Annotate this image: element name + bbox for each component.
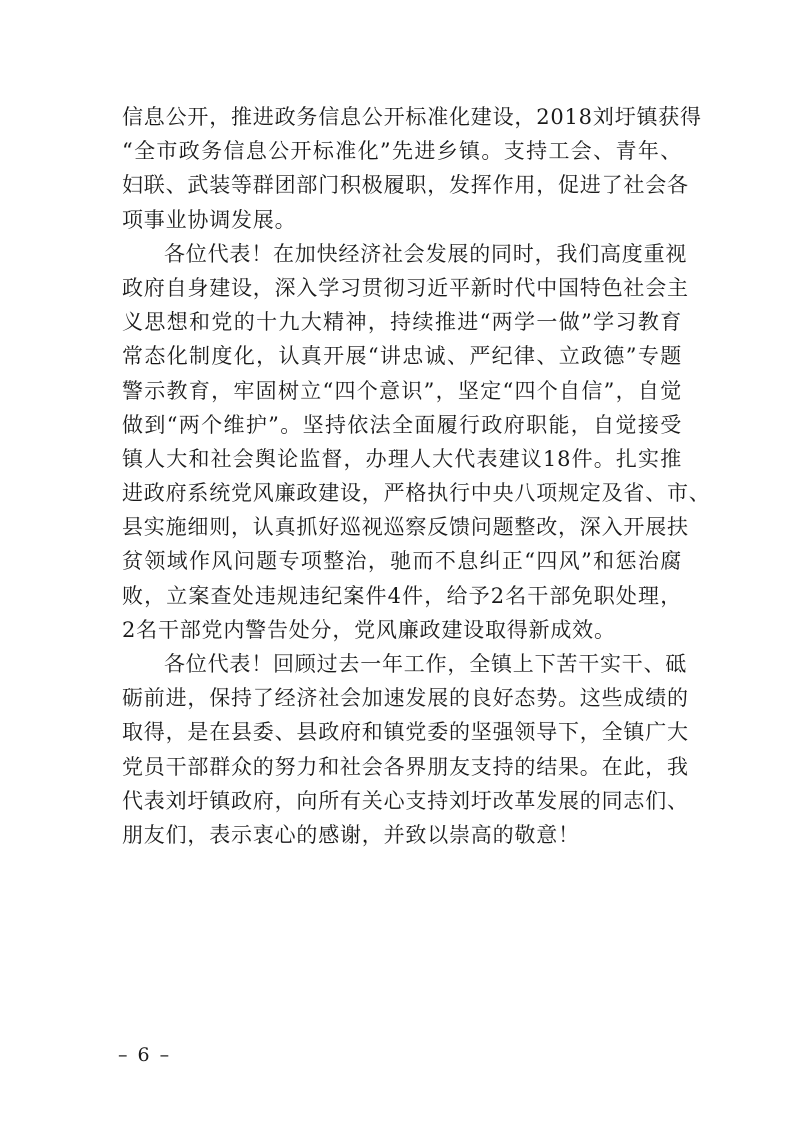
text-line: 进政府系统党风廉政建设，严格执行中央八项规定及省、市、 (122, 481, 711, 506)
text-line: 朋友们，表示衷心的感谢，并致以崇高的敬意！ (122, 822, 580, 847)
text-line: 做到“两个维护”。坚持依法全面履行政府职能，自觉接受 (122, 412, 682, 437)
text-line: 信息公开，推进政务信息公开标准化建设，2018刘圩镇获得 (122, 105, 702, 129)
text-line: 取得，是在县委、县政府和镇党委的坚强领导下，全镇广大 (122, 720, 689, 745)
text-line: 砺前进，保持了经济社会加速发展的良好态势。这些成绩的 (122, 686, 689, 711)
text-line: 县实施细则，认真抓好巡视巡察反馈问题整改，深入开展扶 (122, 515, 689, 540)
text-line: 2名干部党内警告处分，党风廉政建设取得新成效。 (122, 617, 616, 642)
text-line: 义思想和党的十九大精神，持续推进“两学一做”学习教育 (122, 310, 682, 335)
text-line: 妇联、武装等群团部门积极履职，发挥作用，促进了社会各 (122, 173, 689, 198)
text-line: 政府自身建设，深入学习贯彻习近平新时代中国特色社会主 (122, 275, 689, 300)
text-line: 镇人大和社会舆论监督，办理人大代表建议18件。扎实推 (122, 446, 682, 471)
body-text (122, 100, 711, 852)
text-line: 常态化制度化，认真开展“讲忠诚、严纪律、立政德”专题 (122, 344, 682, 369)
text-line: 项事业协调发展。 (122, 207, 297, 232)
text-line: 党员干部群众的努力和社会各界朋友支持的结果。在此，我 (122, 754, 689, 779)
text-line: 各位代表！在加快经济社会发展的同时，我们高度重视 (164, 241, 688, 266)
text-line: “全市政务信息公开标准化”先进乡镇。支持工会、青年、 (122, 139, 682, 164)
text-line: 贫领域作风问题专项整治，驰而不息纠正“四风”和惩治腐 (122, 549, 682, 574)
text-line: 各位代表！回顾过去一年工作，全镇上下苦干实干、砥 (164, 652, 688, 676)
page-number: – 6 – (118, 1044, 172, 1066)
text-line: 败，立案查处违规违纪案件4件，给予2名干部免职处理， (122, 583, 682, 608)
text-line: 代表刘圩镇政府，向所有关心支持刘圩改革发展的同志们、 (122, 788, 689, 813)
text-line: 警示教育，牢固树立“四个意识”，坚定“四个自信”，自觉 (122, 378, 682, 403)
